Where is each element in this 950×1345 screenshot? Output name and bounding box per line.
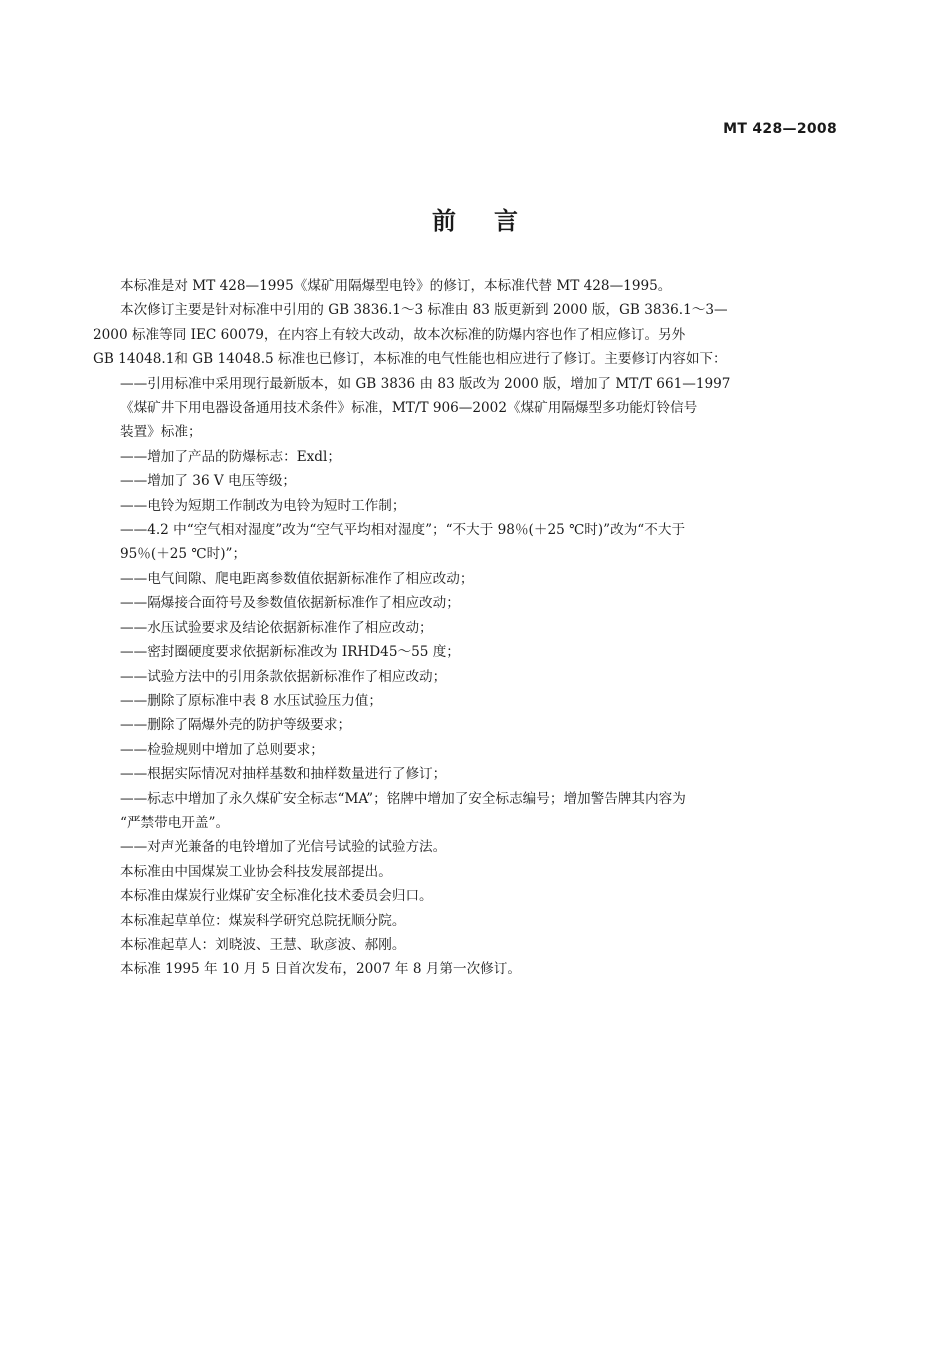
text-line: 本标准是对 MT 428—1995《煤矿用隔爆型电铃》的修订，本标准代替 MT 428—1995。 (120, 278, 672, 294)
list-item (93, 494, 838, 518)
list-item (93, 665, 838, 689)
list-item (93, 591, 838, 615)
text-line: ——删除了隔爆外壳的防护等级要求； (120, 717, 352, 734)
text-line: ——引用标准中采用现行最新版本，如 GB 3836 由 83 版改为 2000 版，增加了 MT/T 661—1997 (120, 375, 731, 392)
text-line: ——检验规则中增加了总则要求； (120, 741, 324, 758)
text-line: ——增加了产品的防爆标志：Exdl； (120, 448, 341, 465)
text-line: ——标志中增加了永久煤矿安全标志“MA”；铭牌中增加了安全标志编号；增加警告牌其内容为 (120, 790, 686, 807)
intro-paragraph (93, 274, 838, 298)
list-item (93, 738, 838, 762)
foreword-body (93, 274, 838, 982)
text-line: ——水压试验要求及结论依据新标准作了相应改动； (120, 619, 433, 636)
change-list (93, 372, 838, 860)
text-line: GB 14048.1和 GB 14048.5 标准也已修订，本标准的电气性能也相应进行了修订。主要修订内容如下： (93, 351, 727, 368)
revision-paragraph (93, 298, 838, 322)
text-line: ——电气间隙、爬电距离参数值依据新标准作了相应改动； (120, 570, 474, 587)
list-item (93, 445, 838, 469)
standard-code: MT 428—2008 (723, 121, 837, 137)
text-line: ——对声光兼备的电铃增加了光信号试验的试验方法。 (120, 839, 447, 856)
text-line: 2000 标准等同 IEC 60079，在内容上有较大改动，故本次标准的防爆内容也作了相应修订。另外 (93, 326, 686, 343)
text-line: ——删除了原标准中表 8 水压试验压力值； (120, 692, 382, 709)
list-item (93, 689, 838, 713)
drafting-unit: 本标准起草单位：煤炭科学研究总院抚顺分院。 (120, 912, 406, 929)
text-line: 95％(＋25 ℃时)”； (120, 546, 247, 563)
text-line: ——4.2 中“空气相对湿度”改为“空气平均相对湿度”；“不大于 98％(＋25 ℃时)”改为“不大于 (120, 522, 686, 539)
text-line: “严禁带电开盖”。 (120, 814, 230, 831)
text-line: ——电铃为短期工作制改为电铃为短时工作制； (120, 497, 406, 514)
text-line: ——密封圈硬度要求依据新标准改为 IRHD45～55 度； (120, 644, 460, 661)
list-item (93, 762, 838, 786)
drafters: 本标准起草人：刘晓波、王慧、耿彦波、郝刚。 (120, 936, 406, 953)
publication-history: 本标准 1995 年 10 月 5 日首次发布，2007 年 8 月第一次修订。 (120, 961, 521, 978)
list-item (93, 616, 838, 640)
managed-by: 本标准由煤炭行业煤矿安全标准化技术委员会归口。 (120, 888, 433, 905)
list-item (93, 518, 838, 567)
text-line: ——根据实际情况对抽样基数和抽样数量进行了修订； (120, 766, 447, 783)
text-line: 本次修订主要是针对标准中引用的 GB 3836.1～3 标准由 83 版更新到 2000 版，GB 3836.1～3— (120, 302, 728, 319)
list-item (93, 713, 838, 737)
text-line: 《煤矿井下用电器设备通用技术条件》标准，MT/T 906—2002《煤矿用隔爆型多功能灯铃信号 (120, 400, 698, 417)
list-item (93, 372, 838, 445)
list-item (93, 567, 838, 591)
revision-paragraph-cont (93, 323, 838, 372)
text-line: ——隔爆接合面符号及参数值依据新标准作了相应改动； (120, 595, 460, 612)
list-item (93, 469, 838, 493)
text-line: ——增加了 36 V 电压等级； (120, 473, 297, 490)
text-line: ——试验方法中的引用条款依据新标准作了相应改动； (120, 668, 447, 685)
list-item (93, 787, 838, 836)
text-line: 装置》标准； (120, 424, 202, 441)
list-item (93, 835, 838, 859)
page-title: 前言 (432, 206, 556, 235)
list-item (93, 640, 838, 664)
proposed-by: 本标准由中国煤炭工业协会科技发展部提出。 (120, 863, 392, 880)
